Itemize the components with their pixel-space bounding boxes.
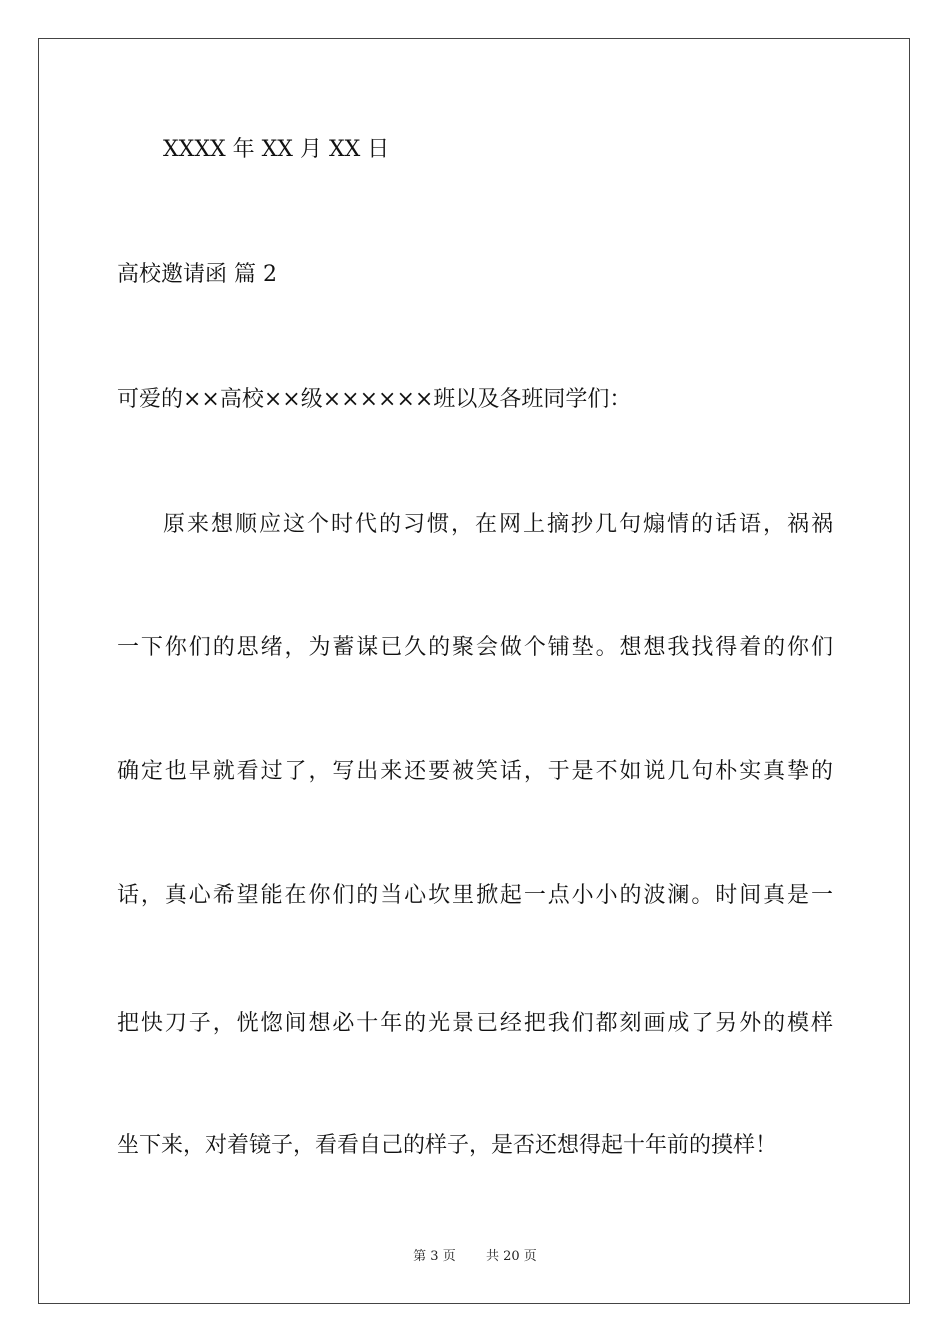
page-number: 第 3 页	[413, 1249, 456, 1264]
salutation: 可爱的××高校××级××××××班以及各班同学们：	[117, 387, 632, 412]
paragraph-line: 原来想顺应这个时代的习惯，在网上摘抄几句煽情的话语，祸祸	[163, 512, 833, 537]
paragraph-line: 一下你们的思绪，为蓄谋已久的聚会做个铺垫。想想我找得着的你们	[117, 635, 833, 660]
paragraph-line: 确定也早就看过了，写出来还要被笑话，于是不如说几句朴实真挚的	[117, 759, 833, 784]
paragraph-line: 把快刀子，恍惚间想必十年的光景已经把我们都刻画成了另外的模样	[117, 1011, 833, 1036]
paragraph-line: 坐下来，对着镜子，看看自己的样子，是否还想得起十年前的摸样！	[117, 1133, 778, 1158]
date-line: XXXX 年 XX 月 XX 日	[163, 137, 390, 162]
page-footer	[0, 1249, 950, 1265]
paragraph-line: 话，真心希望能在你们的当心坎里掀起一点小小的波澜。时间真是一	[117, 883, 833, 908]
page-total: 共 20 页	[486, 1249, 537, 1264]
page-border	[38, 38, 910, 1304]
document-title: 高校邀请函 篇 2	[117, 262, 277, 287]
